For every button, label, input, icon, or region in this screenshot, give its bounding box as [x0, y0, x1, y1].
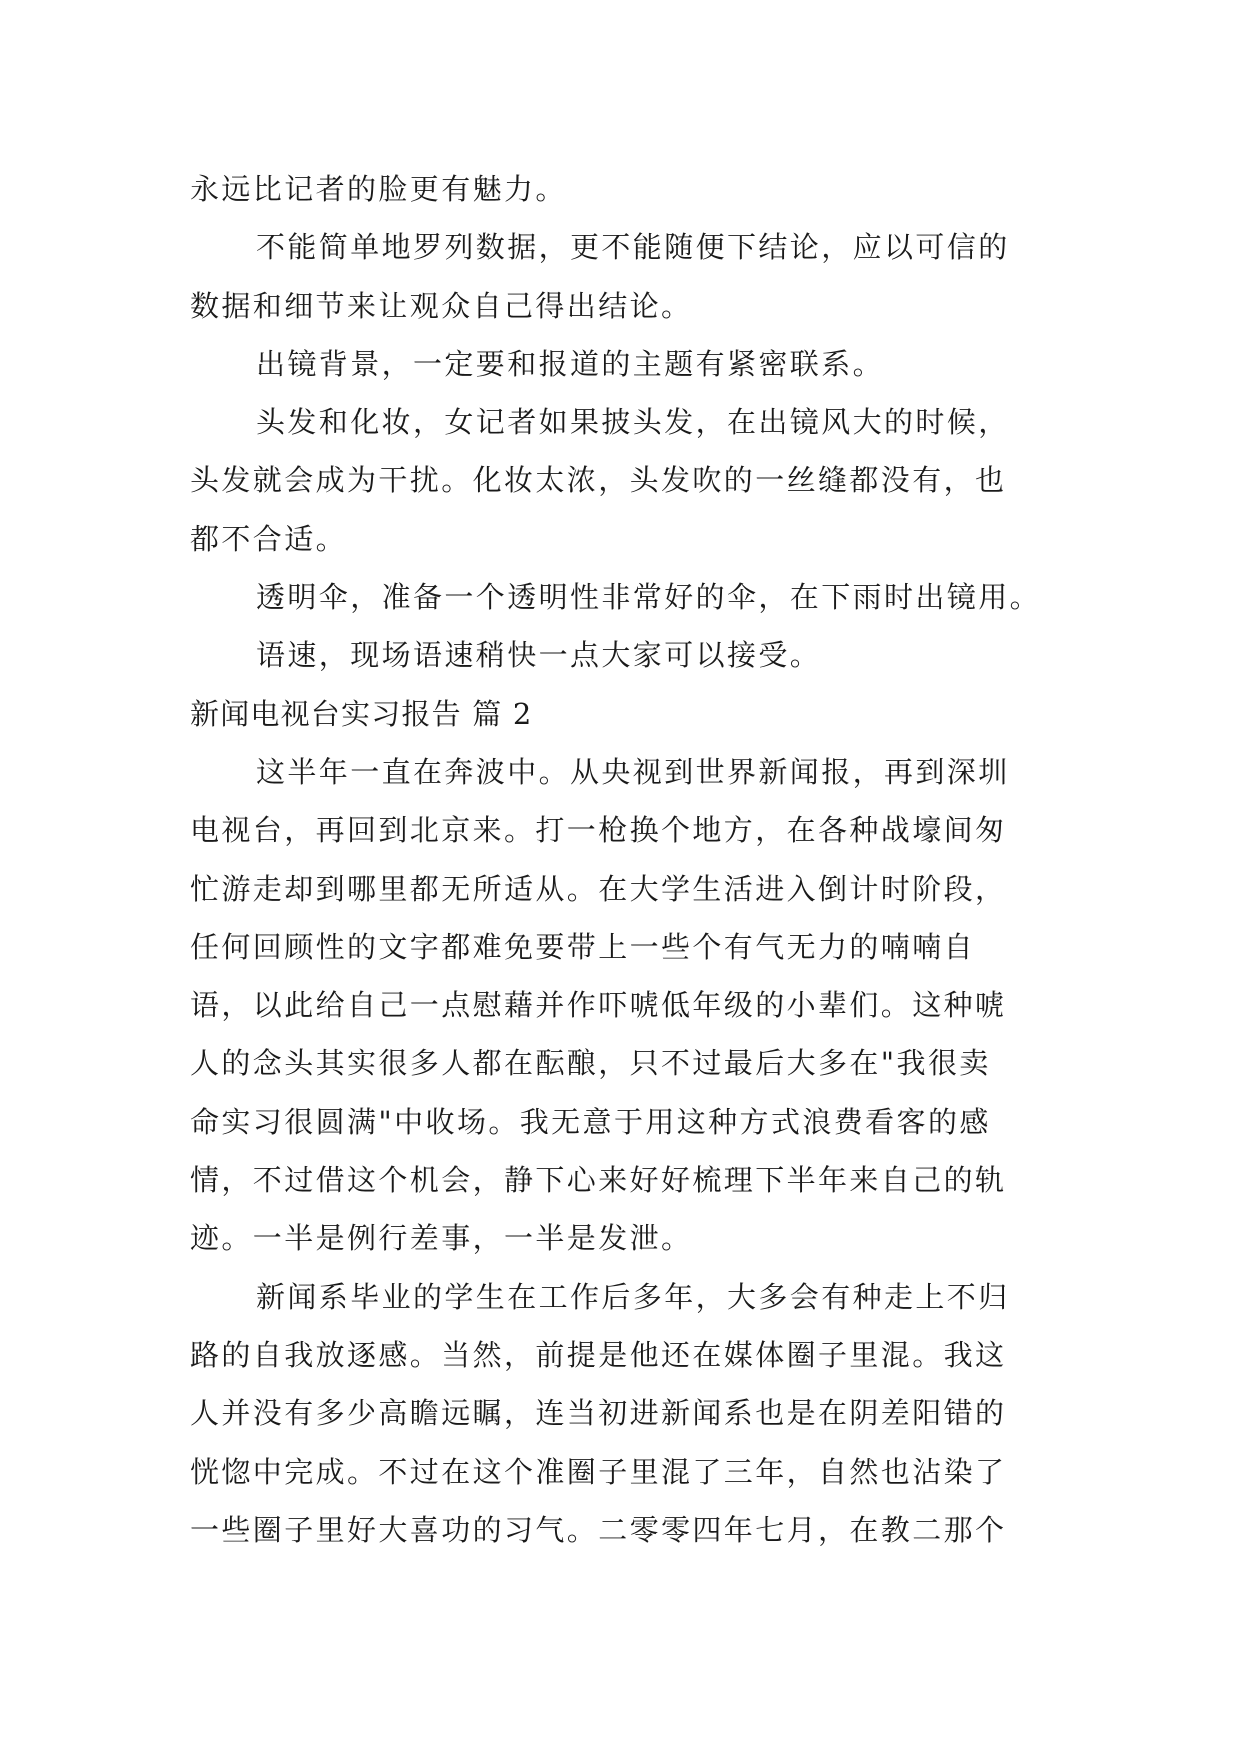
text-line: 人并没有多少高瞻远瞩，连当初进新闻系也是在阴差阳错的	[190, 1396, 1007, 1431]
text-line: 忙游走却到哪里都无所适从。在大学生活进入倒计时阶段，	[190, 871, 1007, 906]
text-line: 新闻系毕业的学生在工作后多年，大多会有种走上不归	[256, 1279, 1010, 1314]
section-heading: 新闻电视台实习报告 篇 2	[190, 696, 533, 731]
text-line: 语速，现场语速稍快一点大家可以接受。	[256, 638, 822, 673]
text-line: 恍惚中完成。不过在这个准圈子里混了三年，自然也沾染了	[190, 1454, 1007, 1489]
text-line: 永远比记者的脸更有魅力。	[190, 172, 567, 206]
text-line: 头发就会成为干扰。化妆太浓，头发吹的一丝缝都没有，也	[190, 463, 1007, 498]
text-line: 情，不过借这个机会，静下心来好好梳理下半年来自己的轨	[190, 1163, 1007, 1198]
text-line: 语，以此给自己一点慰藉并作吓唬低年级的小辈们。这种唬	[190, 988, 1007, 1023]
text-line: 命实习很圆满"中收场。我无意于用这种方式浪费看客的感	[190, 1104, 991, 1139]
text-line: 出镜背景，一定要和报道的主题有紧密联系。	[256, 346, 885, 381]
text-line: 一些圈子里好大喜功的习气。二零零四年七月，在教二那个	[190, 1512, 1007, 1547]
text-line: 电视台，再回到北京来。打一枪换个地方，在各种战壕间匆	[190, 813, 1007, 848]
text-line: 头发和化妆，女记者如果披头发，在出镜风大的时候，	[256, 405, 1010, 440]
text-line: 数据和细节来让观众自己得出结论。	[190, 288, 693, 323]
text-line: 迹。一半是例行差事，一半是发泄。	[190, 1221, 693, 1256]
text-line: 路的自我放逐感。当然，前提是他还在媒体圈子里混。我这	[190, 1337, 1007, 1372]
text-line: 任何回顾性的文字都难免要带上一些个有气无力的喃喃自	[190, 929, 976, 964]
text-line: 人的念头其实很多人都在酝酿，只不过最后大多在"我很卖	[190, 1046, 991, 1081]
text-line: 都不合适。	[190, 521, 348, 556]
document-body	[190, 160, 1050, 1559]
text-line: 透明伞，准备一个透明性非常好的伞，在下雨时出镜用。	[256, 580, 1042, 615]
text-line: 这半年一直在奔波中。从央视到世界新闻报，再到深圳	[256, 754, 1010, 789]
text-line: 不能简单地罗列数据，更不能随便下结论，应以可信的	[256, 230, 1010, 265]
